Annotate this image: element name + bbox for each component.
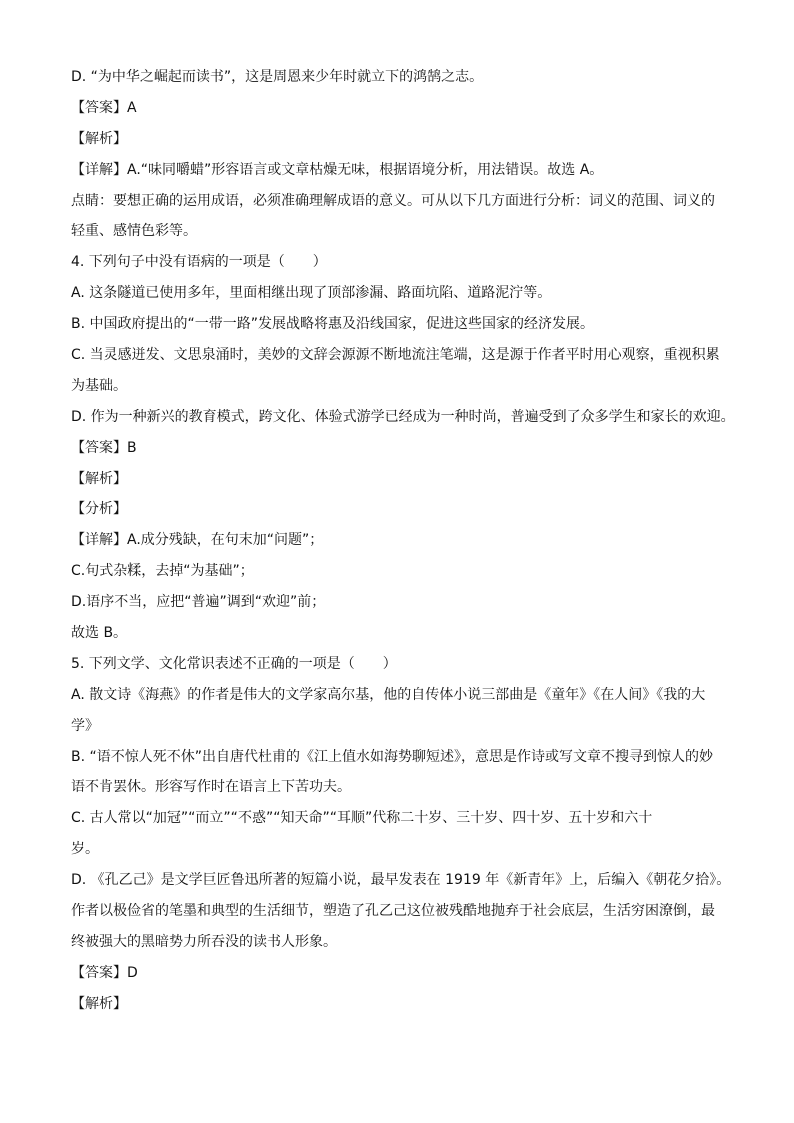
detail-q4-a: 【详解】A.成分残缺，在句末加“问题”； [71,532,324,549]
option-c-q5-line-1: C. 古人常以“加冠”“而立”“不惑”“知天命”“耳顺”代称二十岁、三十岁、四十岁、五十岁和六十 [71,810,653,827]
option-c-q4-line-1: C. 当灵感迸发、文思泉涌时，美妙的文辞会源源不断地流注笔端，这是源于作者平时用心观察，重视积累 [71,347,720,364]
fenxi-label-q4: 【分析】 [71,501,127,518]
detail-q4-d: D.语序不当，应把“普遍”调到“欢迎”前； [71,594,326,611]
question-5: 5. 下列文学、文化常识表述不正确的一项是（ ） [71,655,397,672]
option-b-q5-line-1: B. “语不惊人死不休”出自唐代杜甫的《江上值水如海势聊短述》，意思是作诗或写文章不搜寻到惊人的妙 [71,748,714,765]
option-d-q4: D. 作为一种新兴的教育模式，跨文化、体验式游学已经成为一种时尚，普遍受到了众多学生和家长的欢迎。 [71,408,735,425]
analysis-label-q5: 【解析】 [71,995,127,1012]
answer-label-q4: 【答案】B [71,439,137,456]
analysis-label-q4: 【解析】 [71,470,127,487]
option-c-q4-line-2: 为基础。 [71,377,127,394]
option-d-q3: D. “为中华之崛起而读书”，这是周恩来少年时就立下的鸿鹄之志。 [71,69,484,85]
answer-label-q5: 【答案】D [71,964,138,981]
option-a-q5-line-1: A. 散文诗《海燕》的作者是伟大的文学家高尔基，他的自传体小说三部曲是《童年》《在人间》《我的大 [71,686,706,703]
option-c-q5-line-2: 岁。 [71,841,99,858]
question-4: 4. 下列句子中没有语病的一项是（ ） [71,254,327,271]
document-page [71,62,735,1020]
option-a-q4: A. 这条隧道已使用多年，里面相继出现了顶部渗漏、路面坑陷、道路泥泞等。 [71,285,552,302]
choice-q4: 故选 B。 [71,625,128,642]
detail-q3: 【详解】A.“味同嚼蜡”形容语言或文章枯燥无味，根据语境分析，用法错误。故选 A。 [71,161,604,178]
option-b-q4: B. 中国政府提出的“一带一路”发展战略将惠及沿线国家，促进这些国家的经济发展。 [71,316,595,333]
detail-q4-c: C.句式杂糅，去掉“为基础”； [71,563,254,580]
option-d-q5-line-1: D. 《孔乙己》是文学巨匠鲁迅所著的短篇小说，最早发表在 1919 年《新青年》上，后编入《朝花夕拾》。 [71,872,731,889]
tip-line-2: 轻重、感情色彩等。 [71,223,197,240]
tip-line-1: 点睛：要想正确的运用成语，必须准确理解成语的意义。可从以下几方面进行分析：词义的范围、词义的 [71,192,715,209]
option-b-q5-line-2: 语不肯罢休。形容写作时在语言上下苦功夫。 [71,779,351,796]
option-d-q5-line-3: 终被强大的黑暗势力所吞没的读书人形象。 [71,933,337,950]
analysis-label-q3: 【解析】 [71,130,127,147]
option-d-q5-line-2: 作者以极俭省的笔墨和典型的生活细节，塑造了孔乙己这位被残酷地抛弃于社会底层，生活穷困潦倒，最 [71,903,715,920]
option-a-q5-line-2: 学》 [71,717,99,734]
answer-label-q3: 【答案】A [71,99,137,116]
